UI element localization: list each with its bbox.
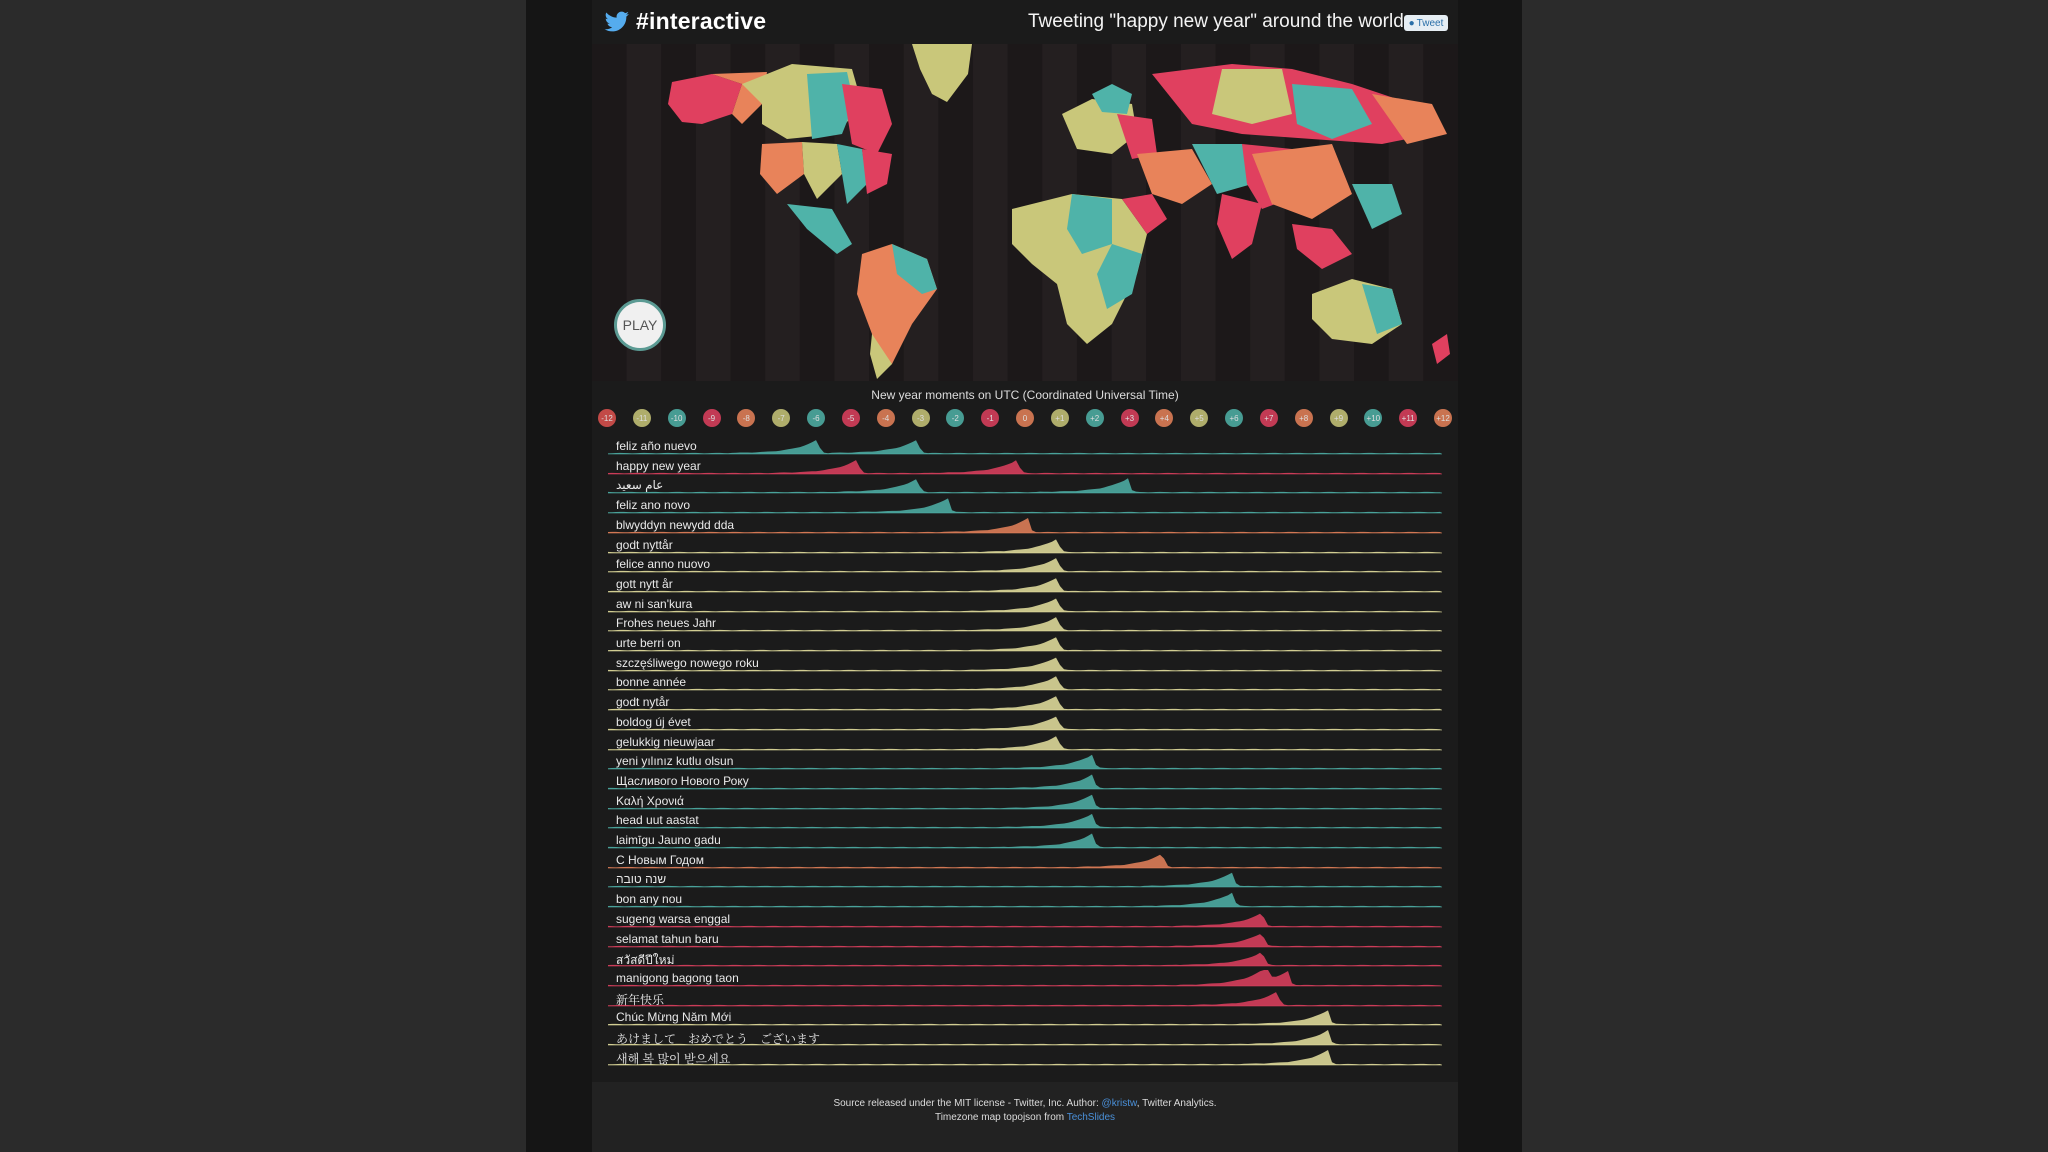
stream-row[interactable] (608, 436, 1442, 455)
stream-label: bon any nou (616, 892, 683, 907)
stream-label: Щасливого Нового Року (616, 773, 749, 788)
utc-offset-badge[interactable]: -5 (842, 409, 860, 427)
stream-sparkline (608, 850, 1442, 869)
footer-line-source (592, 1112, 1458, 1123)
stream-sparkline (608, 712, 1442, 731)
footer (592, 1082, 1458, 1152)
twitter-bird-small-icon: ● (1408, 17, 1415, 29)
stream-list (608, 436, 1442, 1068)
stream-row[interactable] (608, 594, 1442, 613)
stream-label: blwyddyn newydd dda (616, 517, 735, 532)
stream-row[interactable] (608, 515, 1442, 534)
stream-row[interactable] (608, 732, 1442, 751)
stream-sparkline (608, 613, 1442, 632)
utc-offset-badge[interactable]: +3 (1121, 409, 1139, 427)
stream-row[interactable] (608, 948, 1442, 967)
stream-label: 새해 복 많이 받으세요 (616, 1051, 731, 1066)
stream-sparkline (608, 988, 1442, 1007)
utc-offset-badge[interactable]: +10 (1364, 409, 1382, 427)
stream-label: สวัสดีปีใหม่ (616, 953, 675, 968)
footer-line-license (592, 1098, 1458, 1109)
stream-label: あけまして おめでとう ございます (616, 1032, 821, 1046)
utc-offset-badge[interactable]: -6 (807, 409, 825, 427)
stream-label: godt nytår (616, 695, 670, 710)
utc-offset-badge[interactable]: -10 (668, 409, 686, 427)
tweet-button[interactable] (1404, 15, 1448, 31)
stream-row[interactable] (608, 1027, 1442, 1046)
stream-row[interactable] (608, 929, 1442, 948)
content-panel (592, 0, 1458, 1152)
utc-offset-badge[interactable]: -2 (946, 409, 964, 427)
stream-row[interactable] (608, 613, 1442, 632)
utc-offset-badge[interactable]: +12 (1434, 409, 1452, 427)
brand-title: #interactive (636, 8, 767, 34)
stream-row[interactable] (608, 633, 1442, 652)
stream-sparkline (608, 948, 1442, 967)
stream-sparkline (608, 672, 1442, 691)
stream-sparkline (608, 495, 1442, 514)
stream-label: selamat tahun baru (616, 931, 719, 946)
brand[interactable] (604, 8, 766, 35)
utc-offset-badge[interactable]: -11 (633, 409, 651, 427)
stream-label: عام سعيد (616, 478, 664, 493)
stream-row[interactable] (608, 456, 1442, 475)
stream-label: sugeng warsa enggal (616, 911, 731, 926)
stream-row[interactable] (608, 574, 1442, 593)
utc-offset-scale (598, 409, 1452, 427)
utc-offset-badge[interactable]: +11 (1399, 409, 1417, 427)
stream-label: happy new year (616, 458, 701, 473)
stream-sparkline (608, 732, 1442, 751)
world-map-graphic (592, 44, 1458, 381)
stream-sparkline (608, 692, 1442, 711)
stream-row[interactable] (608, 850, 1442, 869)
stream-row[interactable] (608, 692, 1442, 711)
stream-row[interactable] (608, 495, 1442, 514)
utc-offset-badge[interactable]: -7 (772, 409, 790, 427)
stream-label: Chúc Mừng Năm Mới (616, 1010, 732, 1025)
utc-offset-badge[interactable]: 0 (1016, 409, 1034, 427)
utc-offset-badge[interactable]: +9 (1330, 409, 1348, 427)
stream-row[interactable] (608, 535, 1442, 554)
stream-sparkline (608, 535, 1442, 554)
stream-row[interactable] (608, 771, 1442, 790)
utc-offset-badge[interactable]: +7 (1260, 409, 1278, 427)
utc-offset-badge[interactable]: +6 (1225, 409, 1243, 427)
timeline-title: New year moments on UTC (Coordinated Universal Time) (871, 388, 1179, 402)
twitter-bird-icon (604, 11, 630, 33)
stream-row[interactable] (608, 475, 1442, 494)
footer-source-text: Timezone map topojson from (934, 1112, 1067, 1123)
stream-sparkline (608, 436, 1442, 455)
stream-sparkline (608, 1047, 1442, 1066)
stream-label: laimīgu Jauno gadu (616, 833, 721, 847)
stream-sparkline (608, 830, 1442, 849)
stream-label: feliz ano novo (616, 498, 691, 513)
stream-sparkline (608, 475, 1442, 494)
stream-sparkline (608, 791, 1442, 810)
app-stage (526, 0, 1522, 1152)
stream-row[interactable] (608, 554, 1442, 573)
stream-label: С Новым Годом (616, 852, 704, 867)
stream-sparkline (608, 554, 1442, 573)
stream-label: Frohes neues Jahr (616, 616, 717, 631)
stream-label: head uut aastat (616, 813, 699, 828)
stream-sparkline (608, 810, 1442, 829)
timezone-world-map[interactable] (592, 44, 1458, 381)
utc-offset-badge[interactable]: -8 (737, 409, 755, 427)
stream-sparkline (608, 909, 1442, 928)
stream-label: yeni yılınız kutlu olsun (616, 754, 734, 769)
utc-offset-badge[interactable]: -1 (981, 409, 999, 427)
stream-sparkline (608, 456, 1442, 475)
stream-label: boldog új évet (616, 714, 691, 729)
stream-label: szczęśliwego nowego roku (616, 655, 759, 670)
stream-row[interactable] (608, 1007, 1442, 1026)
stream-row[interactable] (608, 791, 1442, 810)
utc-offset-badge[interactable]: -4 (877, 409, 895, 427)
tweet-button-label: Tweet (1416, 17, 1444, 29)
utc-offset-badge[interactable]: -12 (598, 409, 616, 427)
techslides-link[interactable]: TechSlides (1066, 1112, 1116, 1123)
footer-license-suffix: , Twitter Analytics. (1136, 1098, 1217, 1109)
author-link[interactable]: @kristw (1101, 1098, 1137, 1109)
stream-label: שנה טובה (616, 872, 667, 887)
stream-row[interactable] (608, 830, 1442, 849)
stream-row[interactable] (608, 672, 1442, 691)
stream-label: 新年快乐 (616, 992, 665, 1007)
stream-label: godt nyttår (616, 537, 673, 552)
stream-sparkline (608, 929, 1442, 948)
stream-row[interactable] (608, 751, 1442, 770)
footer-license-text: Source released under the MIT license - Twitter, Inc. Author: (833, 1098, 1102, 1109)
stream-row[interactable] (608, 869, 1442, 888)
stream-row[interactable] (608, 653, 1442, 672)
utc-offset-badge[interactable]: +4 (1155, 409, 1173, 427)
page-headline: Tweeting "happy new year" around the world (1028, 11, 1404, 32)
stream-sparkline (608, 1007, 1442, 1026)
stream-sparkline (608, 889, 1442, 908)
utc-offset-badge[interactable]: -3 (912, 409, 930, 427)
stream-label: gott nytt år (616, 576, 673, 591)
stream-label: feliz año nuevo (616, 439, 697, 453)
stream-row[interactable] (608, 810, 1442, 829)
stream-label: bonne année (616, 675, 687, 690)
stream-row[interactable] (608, 712, 1442, 731)
stream-row[interactable] (608, 909, 1442, 928)
stream-label: aw ni san'kura (616, 596, 693, 611)
stream-sparkline (608, 869, 1442, 888)
stream-sparkline (608, 633, 1442, 652)
play-button[interactable]: PLAY (614, 299, 666, 351)
stream-row[interactable] (608, 968, 1442, 987)
utc-offset-badge[interactable]: -9 (703, 409, 721, 427)
stream-sparkline (608, 574, 1442, 593)
stream-label: urte berri on (616, 636, 681, 650)
stream-label: manigong bagong taon (616, 970, 739, 985)
stream-label: gelukkig nieuwjaar (616, 734, 715, 749)
utc-offset-badge[interactable]: +1 (1051, 409, 1069, 427)
stream-row[interactable] (608, 1047, 1442, 1066)
stream-sparkline (608, 594, 1442, 613)
utc-offset-badge[interactable]: +8 (1295, 409, 1313, 427)
stream-row[interactable] (608, 889, 1442, 908)
header-bar (592, 0, 1458, 44)
stream-label: Καλή Χρονιά (616, 793, 684, 808)
stream-row[interactable] (608, 988, 1442, 1007)
utc-offset-badge[interactable]: +2 (1086, 409, 1104, 427)
utc-offset-badge[interactable]: +5 (1190, 409, 1208, 427)
stream-label: felice anno nuovo (616, 557, 711, 572)
